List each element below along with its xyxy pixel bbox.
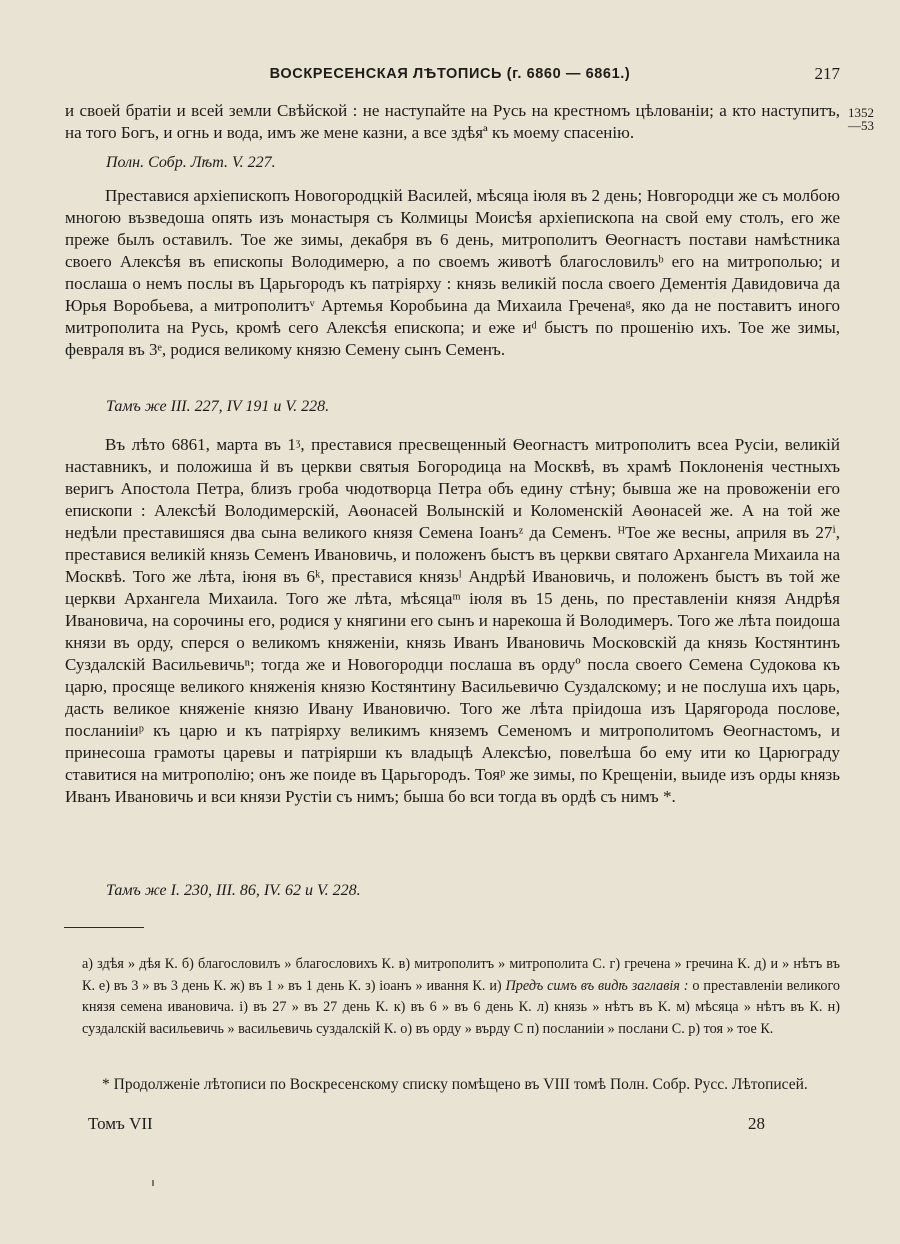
footnotes-part-2: о преставленіи великого князя семена ивановича. і) въ 27 » въ 27 день К. к) въ 6 » въ 6 день К. л) князь » нѣтъ въ К. м) мѣсяца » нѣтъ въ К. н) суздалскій васильевичь » васильевичь суздалскій К. о) въ орду » върду С п) посланиіи » послани С. р) тоя » тое К. <box>82 977 841 1037</box>
source-reference-3: Тамъ же I. 230, III. 86, IV. 62 и V. 228. <box>106 882 361 899</box>
running-head: ВОСКРЕСЕНСКАЯ ЛѢТОПИСЬ (г. 6860 — 6861.) <box>269 66 631 82</box>
source-reference-1: Полн. Собр. Лѣт. V. 227. <box>106 154 276 171</box>
page-number: 217 <box>814 64 840 83</box>
footnotes-italic: Предъ симъ въ видѣ заглавія : <box>505 977 689 994</box>
paragraph-2-text: Преставися архіепископъ Новогородцкій Василей, мѣсяца іюля въ 2 день; Новгородци же съ молбою многою възведоша опять изъ монастыря съ Колмицы Моисѣя архіепископа на свой ему столъ, его же преже былъ оставилъ. Тое же зимы, декабря въ 6 день, митрополитъ Ѳеогнастъ постави намѣстника своего Алексѣя въ епископы Володимерю, а по своемъ животѣ благословилъᵇ его на митрополью; и послаша о немъ послы въ Царьгородъ къ патріярху : князь великій посла своего Дементія Давидовича да Юрья Воробьева, а митрополитъᵛ Артемья Коробьина да Михаила Греченаᵍ, яко да не поставитъ иного митрополита на Русь, кромѣ сего Алексѣя епископа; и еже иᵈ быстъ по прошенію ихъ. Тое же зимы, февраля въ 3ᵉ, родися великому князю Семену сынъ Семенъ. <box>65 186 840 359</box>
sheet-number: 28 <box>748 1114 765 1133</box>
paragraph-2 <box>65 185 840 361</box>
paragraph-1-text: и своей братіи и всей земли Свѣйской : не наступайте на Русь на крестномъ цѣлованіи; а кто наступитъ, на того Богъ, и огнь и вода, имъ же мене казни, а все здѣяª къ моему спасенію. <box>65 101 840 142</box>
margin-year-2: —53 <box>848 118 874 133</box>
paper-speck <box>152 1180 154 1186</box>
footnote-divider <box>64 927 144 928</box>
variant-footnotes <box>82 954 840 1040</box>
footnotes-part-1: а) здѣя » дѣя К. б) благословилъ » благословихъ К. в) митрополитъ » митрополита С. г) гречена » гречина К. д) и » нѣтъ въ К. е) въ 3 » въ 3 день К. ж) въ 1 » въ 1 день К. з) іоанъ » ивання К. и) <box>82 956 840 994</box>
volume-label: Томъ VII <box>88 1114 153 1133</box>
paragraph-3-text: Въ лѣто 6861, марта въ 1ᶾ, преставися пресвещенный Ѳеогнастъ митрополитъ всеа Русіи, великій наставникъ, и положиша й въ церкви святыя Богородица на Москвѣ, въ храмѣ Поклоненія честныхъ веригъ Апостола Петра, близъ гроба чюдотворца Петра объ едину стѣну; бывша же на провоженіи его епископи : Алексѣй Володимерскій, Аѳонасей Волынскій и Коломенскій Аѳонасей же. А на той же недѣли преставишяся два сына великого князя Семена Іоанъᶻ да Семенъ. ᴴТое же весны, априля въ 27ⁱ, преставися великій князь Семенъ Ивановичь, и положенъ быстъ въ церкви святаго Архангела Михаила на Москвѣ. Того же лѣта, іюня въ 6ᵏ, преставися князьˡ Андрѣй Ивановичь, и положенъ быстъ въ той же церкви Архангела Михаила. Того же лѣта, мѣсяцаᵐ іюля въ 15 день, по преставленіи князя Андрѣя Ивановича, на сорочины его, родися у княгини его сынъ и нарекоша й Володимеръ. Того же лѣта поидоша князи въ орду, сперся о великомъ княженіи, князь Иванъ Ивановичь Московскій да князь Костянтинъ Суздалскій Васильевичьⁿ; тогда же и Новогородци послаша въ ордуº посла своего Семена Судокова къ царю, просяще великого княженія князю Костянтину Васильевичю Суздалскому; и не послуша ихъ царь, дасть великое княженіе князю Ивану Ивановичю. Того же лѣта пріидоша изъ Царягорода послове, посланиіиᵖ къ царю и къ патріярху великимъ княземъ Семеномъ и митрополитомъ Ѳеогнастомъ, и принесоша грамоты царевы и патріярши къ владыцѣ Алексѣю, повелѣша бо ему ити ко Царюграду ставитися на митрополію; онъ же поиде въ Царьгородъ. Тояᵖ же зимы, по Крещеніи, выиде изъ орды князь Иванъ Ивановичь и вси князи Рустіи съ нимъ; быша бо вси тогда въ ордѣ съ нимъ *. <box>65 435 840 806</box>
margin-year-1: 1352 <box>848 105 874 120</box>
page-header <box>60 62 840 86</box>
paragraph-1 <box>65 100 840 144</box>
source-reference-2: Тамъ же III. 227, IV 191 и V. 228. <box>106 398 330 415</box>
endnote: * Продолженіе лѣтописи по Воскресенскому списку помѣщено въ VIII томѣ Полн. Собр. Русс. Лѣтописей. <box>102 1076 808 1093</box>
paragraph-3 <box>65 434 840 808</box>
